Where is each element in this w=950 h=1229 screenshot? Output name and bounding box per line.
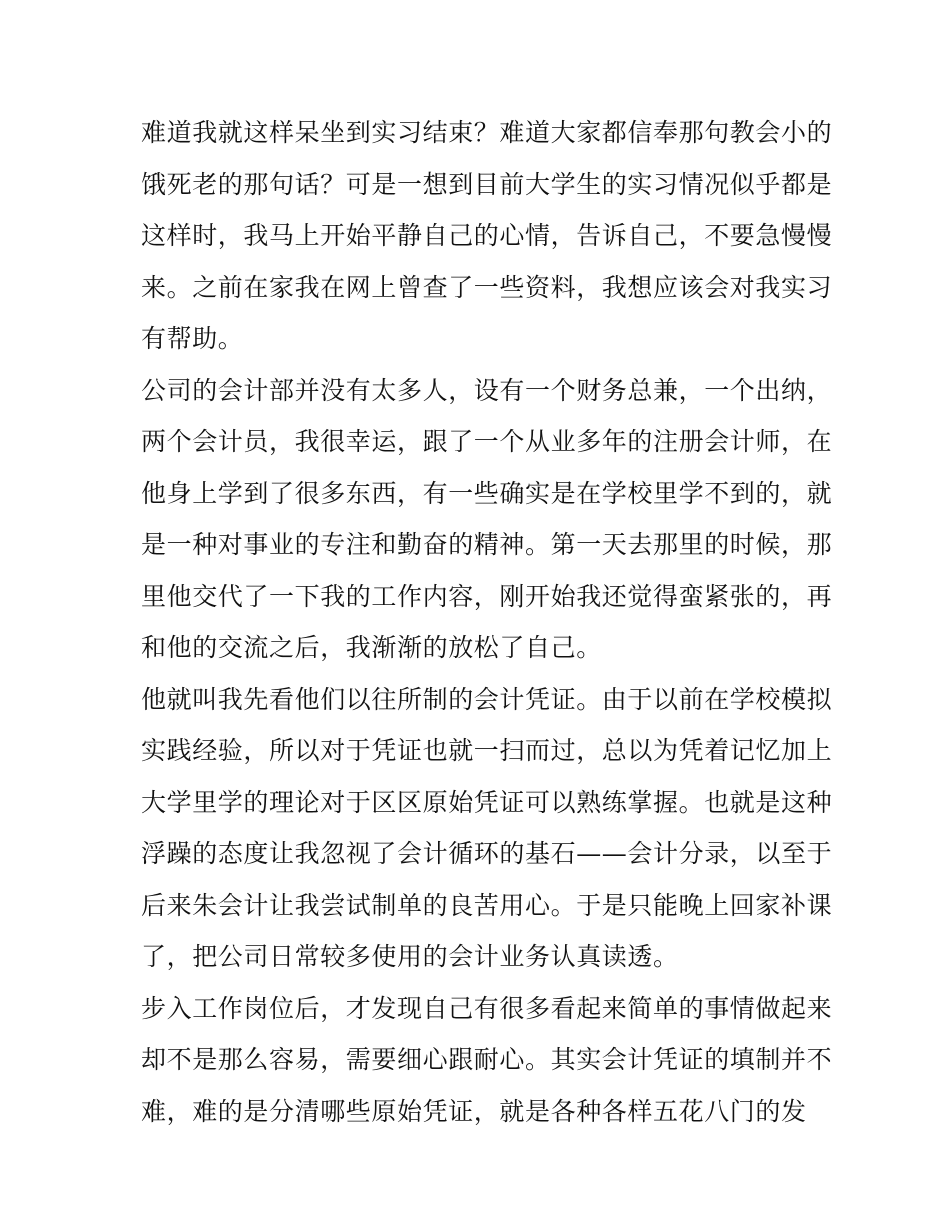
text-line: 里他交代了一下我的工作内容，刚开始我还觉得蛮紧张的，再 (141, 581, 833, 611)
text-line: 公司的会计部并没有太多人，设有一个财务总兼，一个出纳， (141, 375, 833, 405)
text-line: 是一种对事业的专注和勤奋的精神。第一天去那里的时候，那 (141, 530, 833, 559)
text-line: 步入工作岗位后，才发现自己有很多看起来简单的事情做起来 (141, 993, 833, 1023)
text-line: 和他的交流之后，我渐渐的放松了自己。 (141, 633, 602, 662)
text-line: 后来朱会计让我尝试制单的良苦用心。于是只能晚上回家补课 (141, 890, 833, 920)
text-line: 实践经验，所以对于凭证也就一扫而过，总以为凭着记忆加上 (141, 736, 833, 765)
paragraph-3 (141, 674, 833, 983)
text-line: 大学里学的理论对于区区原始凭证可以熟练掌握。也就是这种 (141, 787, 833, 817)
paragraph-2 (141, 365, 833, 674)
paragraph-1 (141, 107, 833, 365)
text-line: 两个会计员，我很幸运，跟了一个从业多年的注册会计师，在 (141, 427, 833, 456)
text-line: 浮躁的态度让我忽视了会计循环的基石——会计分录，以至于 (141, 839, 833, 868)
text-line: 了，把公司日常较多使用的会计业务认真读透。 (141, 942, 679, 971)
text-line: 这样时，我马上开始平静自己的心情，告诉自己，不要急慢慢 (141, 221, 833, 250)
text-line: 难，难的是分清哪些原始凭证，就是各种各样五花八门的发 (141, 1096, 807, 1126)
document-body (141, 107, 833, 1137)
text-line: 他就叫我先看他们以往所制的会计凭证。由于以前在学校模拟 (141, 684, 833, 714)
text-line: 来。之前在家我在网上曾查了一些资料，我想应该会对我实习 (141, 272, 833, 302)
paragraph-4 (141, 983, 833, 1138)
text-line: 却不是那么容易，需要细心跟耐心。其实会计凭证的填制并不 (141, 1045, 833, 1074)
text-line: 他身上学到了很多东西，有一些确实是在学校里学不到的，就 (141, 478, 833, 508)
text-line: 饿死老的那句话？可是一想到目前大学生的实习情况似乎都是 (141, 169, 833, 199)
text-line: 难道我就这样呆坐到实习结束？难道大家都信奉那句教会小的 (141, 118, 833, 147)
text-line: 有帮助。 (141, 324, 244, 353)
